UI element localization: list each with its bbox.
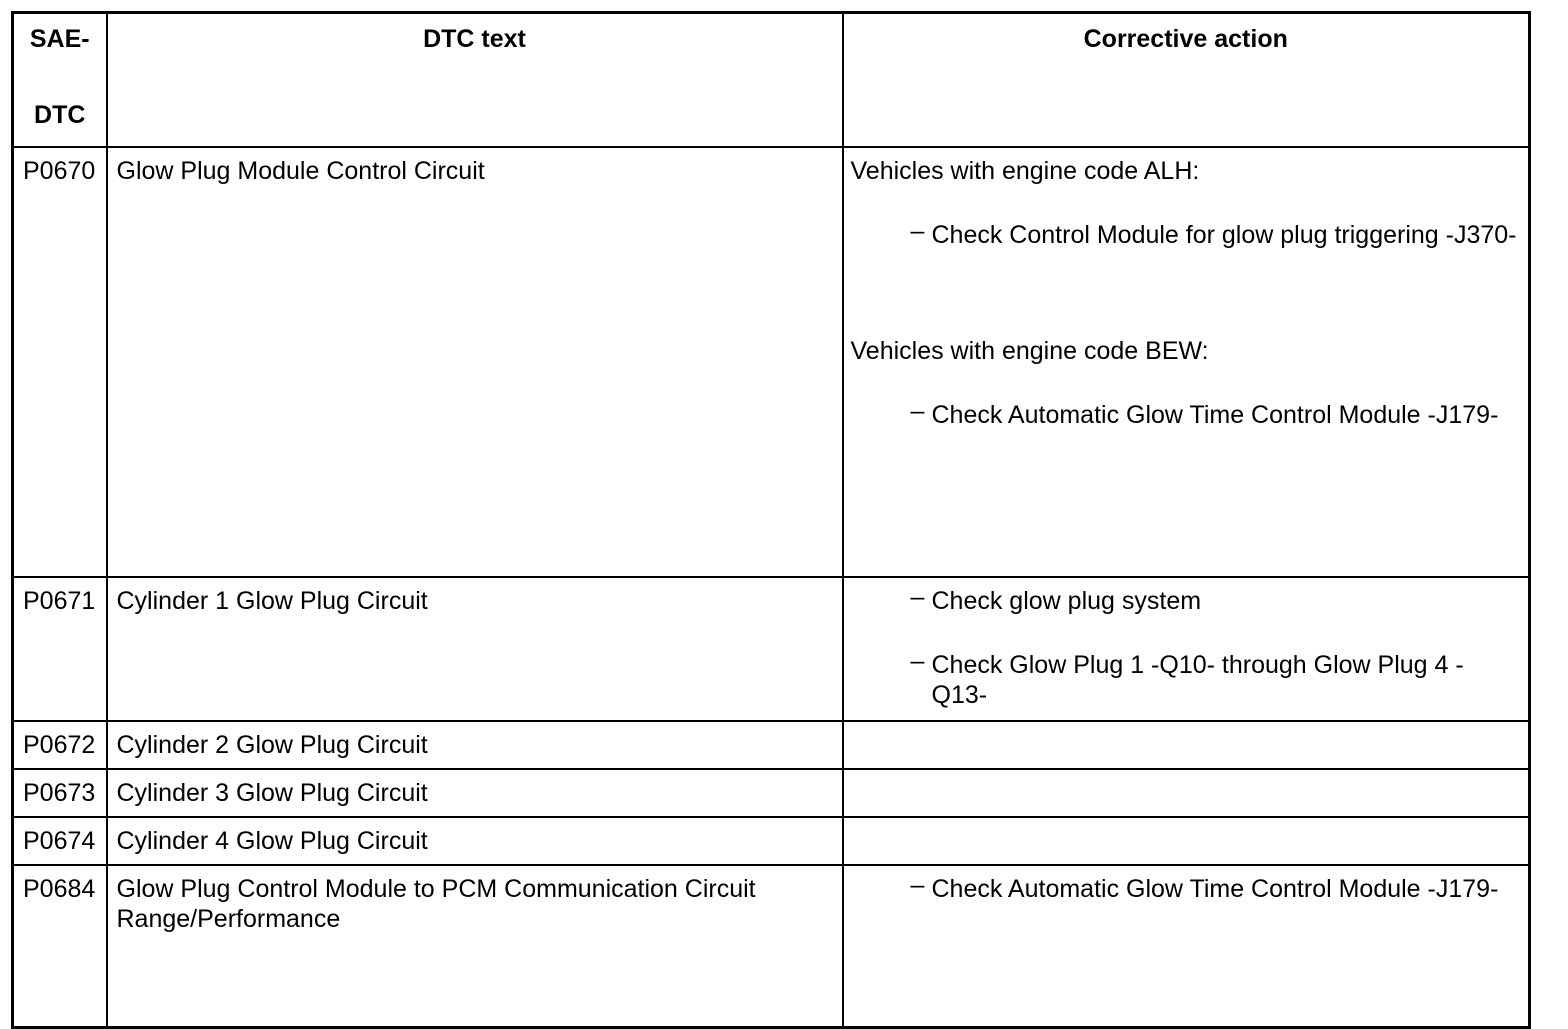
corrective-action-cell xyxy=(843,577,1530,721)
header-dtc-text: DTC text xyxy=(107,13,843,148)
bullet-dash: – xyxy=(910,871,925,899)
table-row xyxy=(13,865,1530,1027)
dtc-table xyxy=(11,11,1531,1029)
dtc-code-cell: P0684 xyxy=(13,865,107,1027)
action-item-text: Check Control Module for glow plug triggering -J370- xyxy=(931,221,1517,249)
dtc-text-cell: Cylinder 3 Glow Plug Circuit xyxy=(107,769,843,817)
dtc-text-cell: Cylinder 2 Glow Plug Circuit xyxy=(107,721,843,769)
header-sae-dtc-line2: DTC xyxy=(34,101,86,129)
corrective-action-cell xyxy=(843,865,1530,1027)
table-row xyxy=(13,817,1530,865)
action-item-text: Check Glow Plug 1 -Q10- through Glow Plug 4 -Q13- xyxy=(931,651,1464,709)
dtc-code-cell: P0674 xyxy=(13,817,107,865)
header-sae-dtc xyxy=(13,13,107,148)
table-row xyxy=(13,721,1530,769)
dtc-code-cell: P0670 xyxy=(13,147,107,577)
corrective-action-cell xyxy=(843,769,1530,817)
action-item xyxy=(851,871,1519,904)
bullet-dash: – xyxy=(910,583,925,611)
action-item xyxy=(851,647,1519,710)
corrective-action-cell xyxy=(843,817,1530,865)
table-header xyxy=(13,13,1530,148)
dtc-text-cell: Cylinder 4 Glow Plug Circuit xyxy=(107,817,843,865)
dtc-text-cell: Glow Plug Control Module to PCM Communication Circuit Range/Performance xyxy=(107,865,843,1027)
table-row xyxy=(13,769,1530,817)
table-row xyxy=(13,147,1530,577)
header-corrective-action: Corrective action xyxy=(843,13,1530,148)
action-group-heading: Vehicles with engine code BEW: xyxy=(850,337,1209,365)
corrective-action-cell xyxy=(843,147,1530,577)
table-row xyxy=(13,577,1530,721)
action-item-text: Check Automatic Glow Time Control Module -J179- xyxy=(931,875,1499,903)
dtc-text-cell: Cylinder 1 Glow Plug Circuit xyxy=(107,577,843,721)
action-item xyxy=(851,397,1519,430)
table-body xyxy=(13,147,1530,1027)
dtc-code-cell: P0671 xyxy=(13,577,107,721)
action-group-heading: Vehicles with engine code ALH: xyxy=(850,157,1200,185)
bullet-dash: – xyxy=(910,217,925,245)
action-item-text: Check glow plug system xyxy=(931,587,1202,615)
spacer xyxy=(851,250,1519,336)
header-sae-dtc-line1: SAE- xyxy=(29,25,90,53)
bullet-dash: – xyxy=(910,397,925,425)
bullet-dash: – xyxy=(910,647,925,675)
dtc-code-cell: P0672 xyxy=(13,721,107,769)
header-row xyxy=(13,13,1530,148)
corrective-action-cell xyxy=(843,721,1530,769)
dtc-text-cell: Glow Plug Module Control Circuit xyxy=(107,147,843,577)
action-item-text: Check Automatic Glow Time Control Module -J179- xyxy=(931,401,1499,429)
action-item xyxy=(851,583,1519,616)
action-item xyxy=(851,217,1519,250)
dtc-code-cell: P0673 xyxy=(13,769,107,817)
